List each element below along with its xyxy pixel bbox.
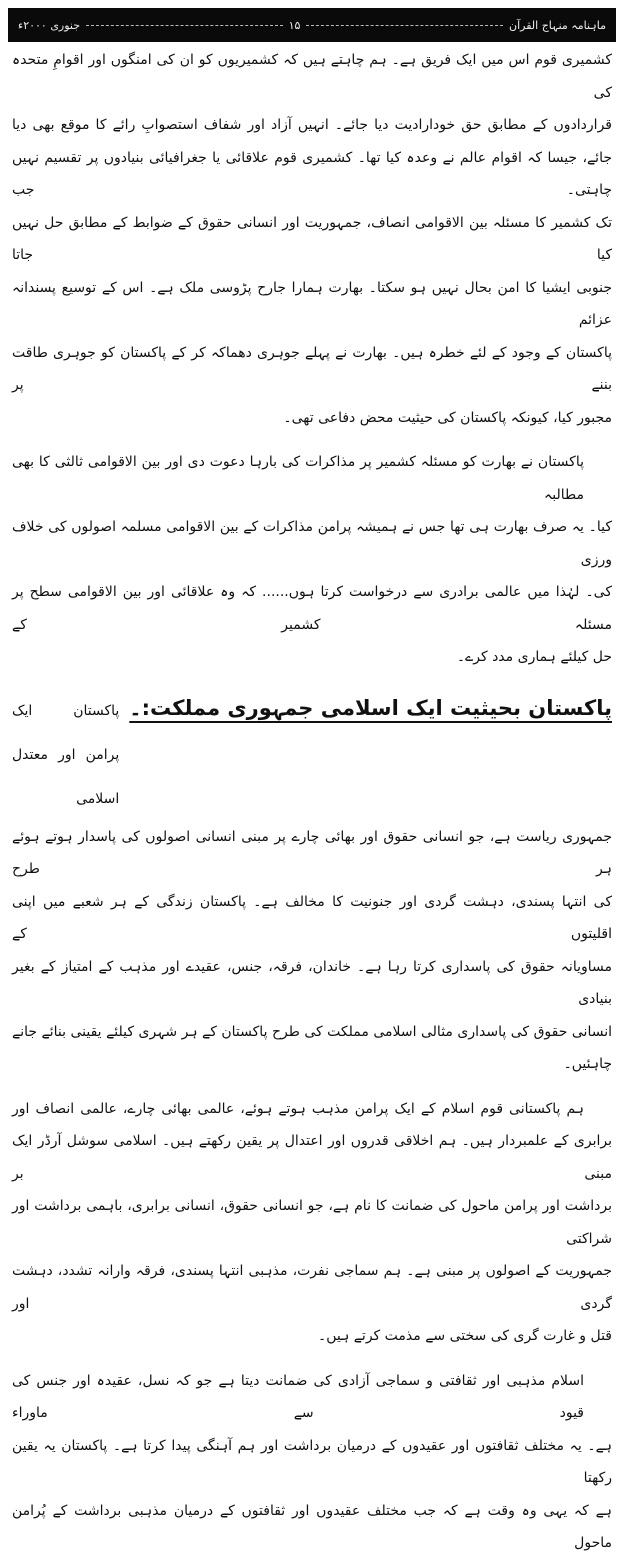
section-heading-line — [12, 686, 612, 821]
text-line: اسلام مذہبی اور ثقافتی و سماجی آزادی کی ضمانت دیتا ہے جو کہ نسل، عقیدہ اور جنس کی قیود سے ماوراء — [12, 1372, 584, 1421]
text-line: برابری کے علمبردار ہیں۔ ہم اخلاقی قدروں اور اعتدال پر یقین رکھتے ہیں۔ اسلامی سوشل آرڈر ایک مبنی بر — [12, 1133, 612, 1182]
text-line: جمہوریت کے اصولوں پر مبنی ہے۔ ہم سماجی نفرت، مذہبی انتہا پسندی، فرقہ وارانہ تشدد، دہشت گردی اور — [12, 1263, 612, 1312]
text-line: کی۔ لہٰذا میں عالمی برادری سے درخواست کرتا ہوں...... کہ وہ علاقائی اور بین الاقوامی سطح پر مسئلہ کشمیر کے — [12, 584, 612, 633]
paragraph — [12, 1365, 612, 1560]
text-line: انسانی حقوق کی پاسداری مثالی اسلامی مملکت کی طرح پاکستان کے ہر شہری کیلئے یقینی بنائے جانے چاہئیں۔ — [12, 1023, 612, 1072]
page-number: ۱۵ — [288, 18, 301, 32]
paragraph — [12, 1093, 612, 1353]
text-line: تک کشمیر کا مسئلہ بین الاقوامی انصاف، جمہوریت اور انسانی حقوق کے ضوابط کے مطابق حل نہیں کیا جاتا — [12, 214, 612, 263]
paragraph — [12, 446, 612, 674]
text-line: کشمیری قوم اس میں ایک فریق ہے۔ ہم چاہتے ہیں کہ کشمیریوں کو ان کی امنگوں اور اقوامِ متحدہ کی — [12, 52, 612, 101]
spacer — [12, 674, 612, 686]
text-line: جائے، جیسا کہ اقوام عالم نے وعدہ کیا تھا۔ کشمیری قوم علاقائی یا جغرافیائی بنیادوں پر تقسیم نہیں چاہتی۔ جب — [12, 149, 612, 198]
issue-date: جنوری ۲۰۰۰ء — [18, 18, 81, 32]
paragraph — [12, 821, 612, 1081]
text-line: حل کیلئے ہماری مدد کرے۔ — [456, 649, 612, 665]
text-line: پاکستان نے بھارت کو مسئلہ کشمیر پر مذاکرات کی بارہا دعوت دی اور بین الاقوامی ثالثی کا بھی مطالبہ — [12, 454, 584, 503]
page-header — [8, 8, 616, 42]
text-line: کیا۔ یہ صرف بھارت ہی تھا جس نے ہمیشہ پرامن مذاکرات کے بین الاقوامی مسلمہ اصولوں کی خلاف ورزی — [12, 519, 612, 568]
header-divider — [86, 25, 283, 26]
text-line: جنوبی ایشیا کا امن بحال نہیں ہو سکتا۔ بھارت ہمارا جارح پڑوسی ملک ہے۔ اس کے توسیع پسندانہ عزائم — [12, 279, 612, 328]
text-line: جمہوری ریاست ہے، جو انسانی حقوق اور بھائی چارے پر مبنی انسانی اصولوں کی پاسدار ہوتے ہوئے ہر طرح — [12, 828, 612, 877]
text-line: ہے کہ یہی وہ وقت ہے کہ جب مختلف عقیدوں اور ثقافتوں کے درمیان مذہبی برداشت کے پُرامن ماحول — [12, 1502, 612, 1551]
spacer — [12, 1353, 612, 1365]
article-body — [12, 44, 612, 1560]
text-line: مساویانہ حقوق کی پاسداری کرتا رہا ہے۔ خاندان، فرقہ، جنس، عقیدے اور مذہب کے امتیاز کے بغیر بنیادی — [12, 958, 612, 1007]
text-line: پاکستان کے وجود کے لئے خطرہ ہیں۔ بھارت نے پہلے جوہری دھماکہ کر کے پاکستان کو جوہری طاقت بننے پر — [12, 344, 612, 393]
text-line: قراردادوں کے مطابق حق خودارادیت دیا جائے۔ انہیں آزاد اور شفاف استصوابِ رائے کا موقع بھی دیا — [12, 117, 612, 133]
text-line: قتل و غارت گری کی سختی سے مذمت کرتے ہیں۔ — [317, 1328, 612, 1344]
spacer — [12, 434, 612, 446]
header-divider — [306, 25, 503, 26]
text-line: برداشت اور پرامن ماحول کی ضمانت کا نام ہے، جو انسانی حقوق، انسانی برابری، باہمی برداشت اور شراکتی — [12, 1198, 612, 1247]
section-heading: پاکستان بحیثیت ایک اسلامی جمہوری مملکت:۔ — [129, 695, 612, 720]
magazine-title: ماہنامہ منہاج القرآن — [509, 18, 606, 32]
text-line: ہم پاکستانی قوم اسلام کے ایک پرامن مذہب ہوتے ہوئے، عالمی بھائی چارے، عالمی انصاف اور — [12, 1100, 584, 1117]
text-line: کی انتہا پسندی، دہشت گردی اور جنونیت کا مخالف ہے۔ پاکستان زندگی کے ہر شعبے میں اپنی اقلیتوں کے — [12, 893, 612, 942]
text-line: مجبور کیا، کیونکہ پاکستان کی حیثیت محض دفاعی تھی۔ — [283, 409, 612, 426]
text-line: ہے۔ یہ مختلف ثقافتوں اور عقیدوں کے درمیان برداشت اور ہم آہنگی پیدا کرتا ہے۔ پاکستان یہ یقین رکھتا — [12, 1437, 612, 1486]
spacer — [12, 1081, 612, 1093]
text-line: پاکستان ایک پرامن اور معتدل اسلامی — [12, 702, 120, 807]
paragraph — [12, 44, 612, 434]
